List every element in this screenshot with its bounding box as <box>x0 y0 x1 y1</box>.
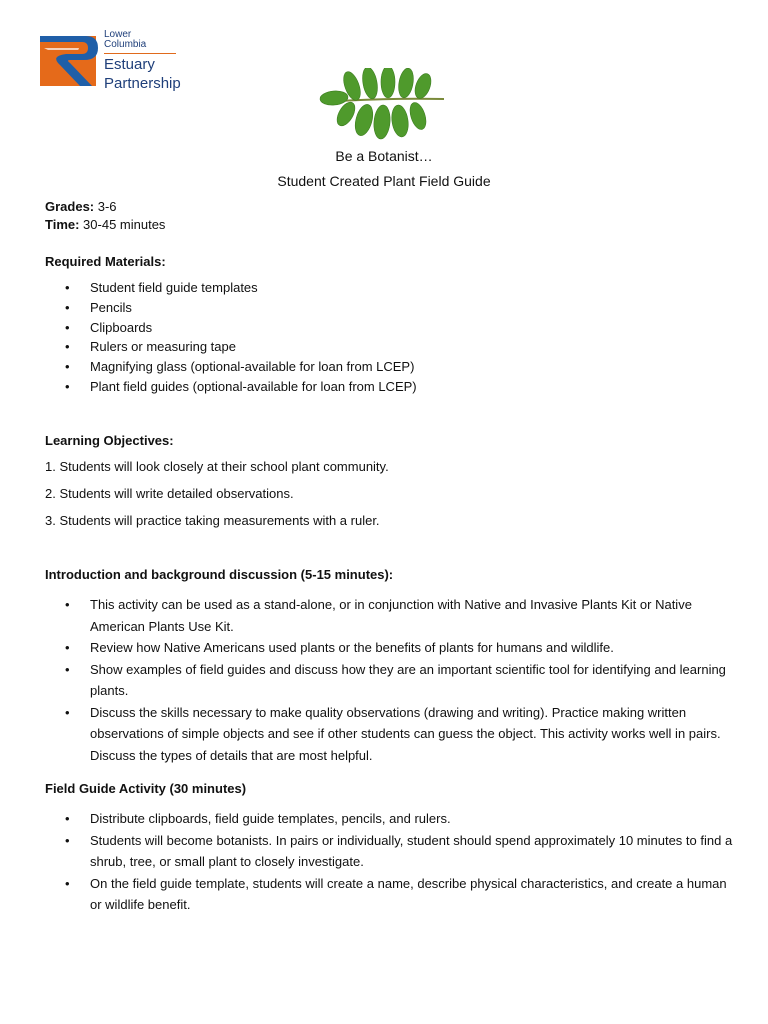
list-item <box>45 357 735 377</box>
objective-item: 2. Students will write detailed observations. <box>45 486 294 501</box>
list-item <box>45 377 735 397</box>
bullet: • <box>65 339 70 355</box>
list-item <box>45 873 735 916</box>
bullet: • <box>65 359 70 375</box>
list-item <box>45 659 735 702</box>
objectives-heading: Learning Objectives: <box>45 433 174 448</box>
activity-list <box>45 808 735 916</box>
bullet: • <box>65 704 70 720</box>
objective-item: 3. Students will practice taking measurements with a ruler. <box>45 513 380 528</box>
time-value: 30-45 minutes <box>79 217 166 232</box>
list-item-text: Clipboards <box>90 319 153 335</box>
list-item-text: This activity can be used as a stand-alone, or in conjunction with Native and Invasive Plants Kit or Native American Plants Use Kit. <box>90 597 692 634</box>
list-item-text: Magnifying glass (optional-available for loan from LCEP) <box>90 359 415 375</box>
list-item <box>45 637 735 659</box>
list-item-text: Discuss the skills necessary to make quality observations (drawing and writing). Practice making written observations of simple objects and see if other students can guess the object. This activity works well in pairs. Discuss the types of details that are most helpful. <box>90 704 721 763</box>
list-item-text: On the field guide template, students will create a name, describe physical characteristics, and create a human or wildlife benefit. <box>90 875 727 912</box>
lcep-logo <box>40 30 180 92</box>
bullet: • <box>65 280 70 295</box>
grades-line <box>45 199 117 214</box>
time-label: Time: <box>45 217 80 232</box>
objective-item: 1. Students will look closely at their school plant community. <box>45 459 389 474</box>
materials-list <box>45 278 735 397</box>
bullet: • <box>65 661 70 677</box>
lcep-logo-icon <box>40 32 100 88</box>
list-item-text: Pencils <box>90 299 132 315</box>
grades-label: Grades: <box>45 199 95 214</box>
list-item <box>45 298 735 318</box>
list-item-text: Students will become botanists. In pairs or individually, student should spend approximately 10 minutes to find a shrub, tree, or small plant to closely investigate. <box>90 832 733 869</box>
list-item <box>45 337 735 357</box>
list-item <box>45 702 735 767</box>
list-item <box>45 318 735 338</box>
bullet: • <box>65 319 70 335</box>
list-item-text: Review how Native Americans used plants or the benefits of plants for humans and wildlife. <box>90 640 614 655</box>
grades-value: 3-6 <box>94 199 117 214</box>
intro-list <box>45 594 735 766</box>
bullet: • <box>65 378 70 394</box>
logo-line1: Lower Columbia <box>104 30 176 54</box>
list-item <box>45 594 735 637</box>
intro-heading: Introduction and background discussion (5-15 minutes): <box>45 567 394 582</box>
list-item-text: Rulers or measuring tape <box>90 339 236 355</box>
logo-line2: Estuary <box>104 56 155 73</box>
title-line1: Be a Botanist… <box>335 148 433 164</box>
leaf-image <box>318 68 448 142</box>
bullet: • <box>65 875 70 891</box>
list-item <box>45 830 735 873</box>
list-item-text: Plant field guides (optional-available for loan from LCEP) <box>90 378 417 394</box>
list-item-text: Distribute clipboards, field guide templates, pencils, and rulers. <box>90 811 451 826</box>
bullet: • <box>65 811 70 826</box>
materials-heading: Required Materials: <box>45 254 166 269</box>
logo-line3: Partnership <box>104 75 181 92</box>
title-line2: Student Created Plant Field Guide <box>277 173 491 189</box>
bullet: • <box>65 597 70 612</box>
activity-heading: Field Guide Activity (30 minutes) <box>45 781 247 796</box>
list-item-text: Student field guide templates <box>90 280 258 295</box>
bullet: • <box>65 832 70 848</box>
bullet: • <box>65 299 70 315</box>
list-item-text: Show examples of field guides and discuss how they are an important scientific tool for identifying and learning plants. <box>90 661 726 698</box>
list-item <box>45 808 735 830</box>
list-item <box>45 278 735 298</box>
time-line <box>45 217 165 232</box>
bullet: • <box>65 640 70 655</box>
